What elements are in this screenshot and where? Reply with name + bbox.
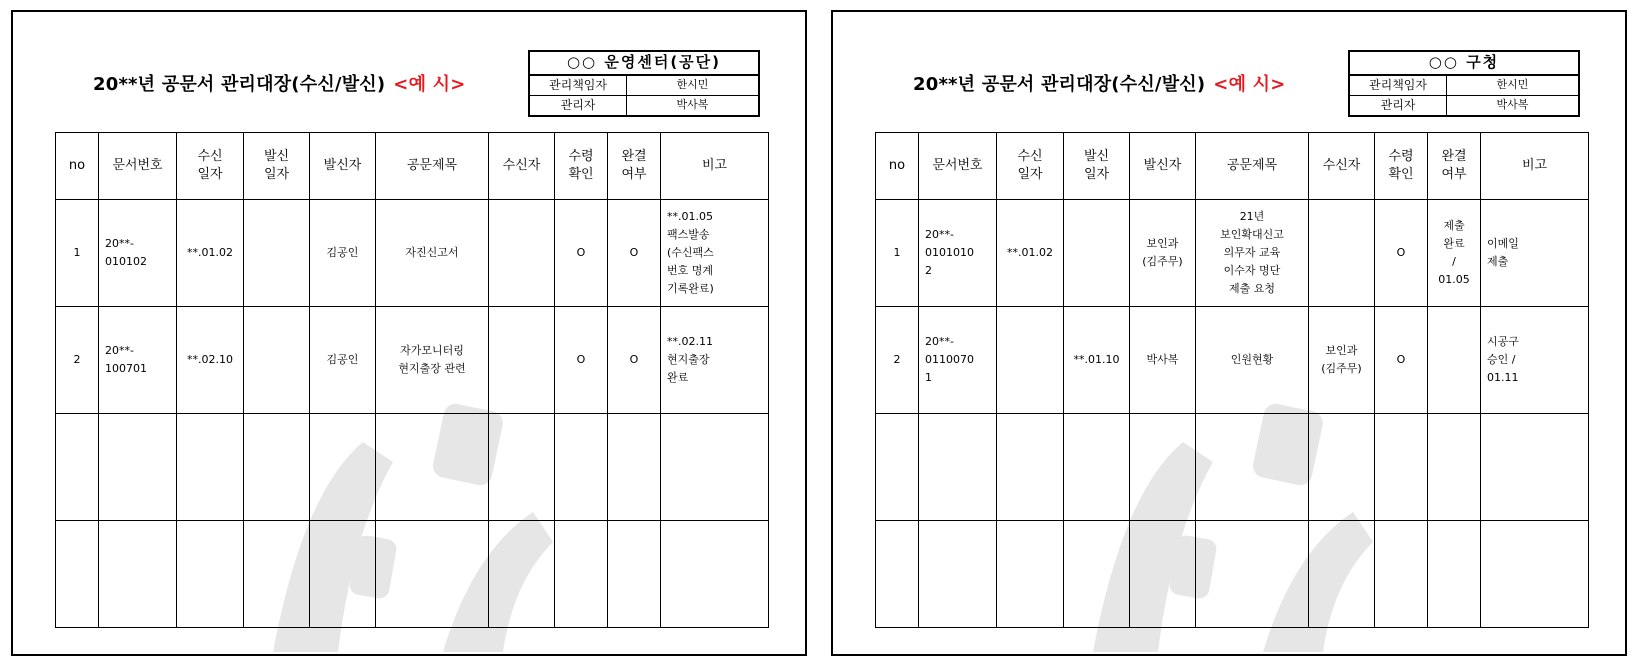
column-header: 완결 여부 [1428,133,1481,200]
table-cell [608,521,661,628]
table-cell [489,200,555,307]
table-cell [1064,521,1130,628]
manager-label: 관리자 [1350,96,1447,115]
table-cell: 20**- 0110070 1 [919,307,997,414]
table-row [56,414,769,521]
manager-value: 한시민 [676,78,709,91]
table-cell [1064,414,1130,521]
table-cell [1481,414,1589,521]
header-row [876,133,1589,200]
manager-row [1350,76,1578,95]
table-cell [1309,414,1375,521]
table-cell [99,414,177,521]
table-cell [244,200,310,307]
table-cell: 박사복 [1130,307,1196,414]
table-row [56,521,769,628]
table-cell [661,414,769,521]
table-cell: 2 [56,307,99,414]
table-cell [1130,521,1196,628]
table-cell: 자진신고서 [376,200,489,307]
table-row [876,521,1589,628]
table-cell [608,414,661,521]
organization-name: ○○ 구청 [1350,52,1578,76]
column-header: 발신 일자 [244,133,310,200]
table-cell [1196,414,1309,521]
table-cell: **.01.05 팩스발송 (수신팩스 번호 명계 기록완료) [661,200,769,307]
table-cell [177,521,244,628]
manager-box [528,50,760,117]
column-header: 비고 [661,133,769,200]
manager-row [530,95,758,115]
table-cell [876,521,919,628]
table-cell [555,414,608,521]
table-cell [1309,521,1375,628]
manager-label: 관리책임자 [530,76,627,95]
table-cell [1196,521,1309,628]
register-title [93,70,466,96]
table-cell: 1 [876,200,919,307]
column-header: 공문제목 [1196,133,1309,200]
manager-value: 한시민 [1496,78,1529,91]
table-cell: 2 [876,307,919,414]
table-cell [919,414,997,521]
table-cell: 김공인 [310,200,376,307]
example-label: <예 시> [393,74,466,95]
table-cell [310,414,376,521]
table-cell [1309,200,1375,307]
table-cell [1375,521,1428,628]
table-cell: 보인과 (김주무) [1130,200,1196,307]
table-cell [555,521,608,628]
column-header: no [56,133,99,200]
column-header: 수신자 [1309,133,1375,200]
table-cell: 20**- 0101010 2 [919,200,997,307]
register-table [55,132,769,628]
manager-label: 관리자 [530,96,627,115]
table-row [876,307,1589,414]
column-header: 발신 일자 [1064,133,1130,200]
column-header: 수령 확인 [555,133,608,200]
table-cell [1428,414,1481,521]
table-cell [99,521,177,628]
table-cell [997,307,1064,414]
table-cell [177,414,244,521]
register-sheet-left [11,10,807,656]
table-cell: O [555,200,608,307]
table-cell: O [1375,307,1428,414]
table-cell [1428,521,1481,628]
table-cell: **.01.02 [177,200,244,307]
table-cell: 1 [56,200,99,307]
table-cell [876,414,919,521]
register-sheet-right [831,10,1627,656]
manager-label: 관리책임자 [1350,76,1447,95]
column-header: 완결 여부 [608,133,661,200]
example-label: <예 시> [1213,74,1286,95]
table-cell: 20**- 100701 [99,307,177,414]
table-row [876,200,1589,307]
table-cell [56,521,99,628]
table-row [876,414,1589,521]
table-cell: O [555,307,608,414]
table-cell: 인원현황 [1196,307,1309,414]
manager-row [530,76,758,95]
column-header: 문서번호 [919,133,997,200]
column-header: 수신 일자 [997,133,1064,200]
header-row [56,133,769,200]
table-cell: 보인과 (김주무) [1309,307,1375,414]
table-cell [489,414,555,521]
table-cell: **.02.11 현지출장 완료 [661,307,769,414]
column-header: 문서번호 [99,133,177,200]
register-table [875,132,1589,628]
table-cell [997,521,1064,628]
table-cell [1375,414,1428,521]
table-row [56,307,769,414]
register-title-text: 20**년 공문서 관리대장(수신/발신) [93,74,386,95]
table-cell [1130,414,1196,521]
register-title-text: 20**년 공문서 관리대장(수신/발신) [913,74,1206,95]
manager-value: 박사복 [1496,98,1529,111]
table-cell: 제출 완료 / 01.05 [1428,200,1481,307]
table-cell: O [608,307,661,414]
table-cell: 이메일 제출 [1481,200,1589,307]
manager-box [1348,50,1580,117]
column-header: no [876,133,919,200]
table-cell [1428,307,1481,414]
table-cell [997,414,1064,521]
table-cell: 김공인 [310,307,376,414]
column-header: 공문제목 [376,133,489,200]
table-cell [244,521,310,628]
table-cell [489,521,555,628]
table-cell [376,414,489,521]
table-cell [376,521,489,628]
table-cell: O [608,200,661,307]
table-cell [244,414,310,521]
table-cell [244,307,310,414]
table-cell [1481,521,1589,628]
table-cell: **.02.10 [177,307,244,414]
column-header: 수신 일자 [177,133,244,200]
table-cell [489,307,555,414]
table-cell: 21년 보인확대신고 의무자 교육 이수자 명단 제출 요청 [1196,200,1309,307]
table-cell: **.01.02 [997,200,1064,307]
organization-name: ○○ 운영센터(공단) [530,52,758,76]
register-title [913,70,1286,96]
column-header: 비고 [1481,133,1589,200]
column-header: 발신자 [310,133,376,200]
table-cell: 20**- 010102 [99,200,177,307]
table-cell [1064,200,1130,307]
table-cell [661,521,769,628]
manager-value: 박사복 [676,98,709,111]
manager-row [1350,95,1578,115]
column-header: 수령 확인 [1375,133,1428,200]
table-cell: 자가모니터링 현지출장 관련 [376,307,489,414]
table-cell [56,414,99,521]
table-cell: 시공구 승인 / 01.11 [1481,307,1589,414]
column-header: 발신자 [1130,133,1196,200]
table-cell [919,521,997,628]
table-cell [310,521,376,628]
table-row [56,200,769,307]
column-header: 수신자 [489,133,555,200]
table-cell: O [1375,200,1428,307]
table-cell: **.01.10 [1064,307,1130,414]
